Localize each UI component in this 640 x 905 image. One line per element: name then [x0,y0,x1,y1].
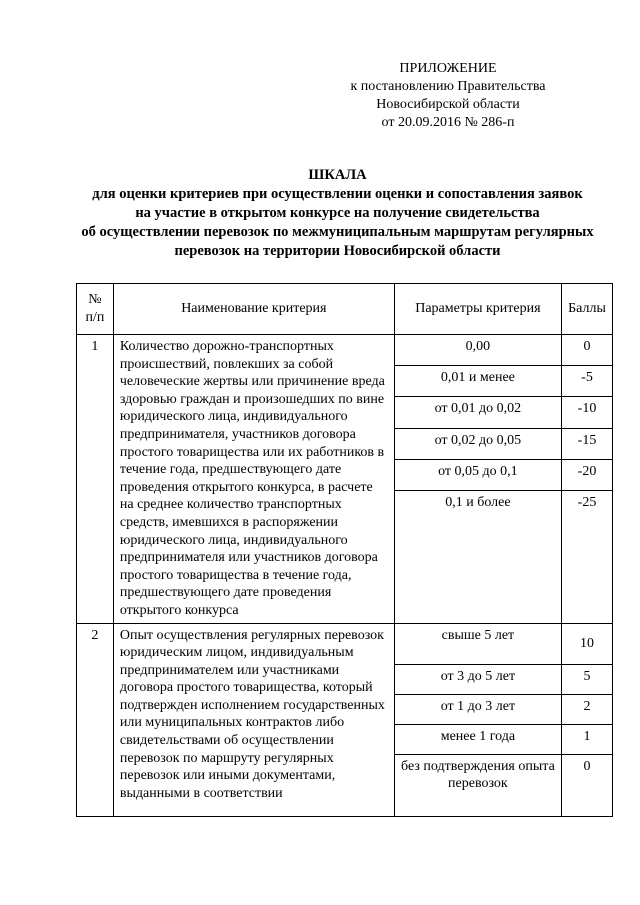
score-cell: -20 [561,459,612,490]
param-cell: 0,00 [394,335,561,366]
score-cell: 0 [561,754,612,816]
appendix-region: Новосибирской области [376,97,520,112]
score-cell: -10 [561,397,612,428]
score-cell: 1 [561,724,612,754]
heading-line: на участие в открытом конкурсе на получение свидетельства [135,205,540,221]
score-cell: -5 [561,366,612,397]
param-cell: от 0,02 до 0,05 [394,428,561,459]
param-cell: 0,1 и более [394,491,561,623]
score-cell: 10 [561,623,612,664]
appendix-title: ПРИЛОЖЕНИЕ [399,61,497,76]
param-cell: без подтверждения опыта перевозок [394,754,561,816]
score-cell: -15 [561,428,612,459]
score-cell: 0 [561,335,612,366]
criterion-text: Количество дорожно-транспортных происшествий, повлекших за собой человеческие жертвы или причинение вреда здоровью граждан и произошедших по вине юридического лица, индивидуального предпринимателя, участников договора простого товарищества или их работников в течение года, предшествующего дате проведения открытого конкурса, в расчете на среднее количество транспортных средств, имевшихся в распоряжении юридического лица, индивидуального предпринимателя или участников договора простого товарищества в течение года, предшествующего дате проведения открытого конкурса [113,335,394,624]
param-cell: 0,01 и менее [394,366,561,397]
table-row [77,335,613,366]
score-cell: 5 [561,664,612,694]
table-header-row [77,284,613,335]
header-params: Параметры критерия [394,284,561,335]
row-number: 2 [77,623,114,816]
param-cell: от 1 до 3 лет [394,694,561,724]
heading-line: перевозок на территории Новосибирской области [174,243,501,259]
param-cell: от 0,01 до 0,02 [394,397,561,428]
appendix-block [318,60,578,132]
appendix-resolution: к постановлению Правительства [350,79,546,94]
table-row [77,623,613,664]
row-number: 1 [77,335,114,624]
header-name: Наименование критерия [113,284,394,335]
param-cell: от 0,05 до 0,1 [394,459,561,490]
header-num: № п/п [77,284,114,335]
header-score: Баллы [561,284,612,335]
score-cell: -25 [561,491,612,623]
heading-line: для оценки критериев при осуществлении оценки и сопоставления заявок [92,186,583,202]
document-heading [60,166,615,261]
criterion-text: Опыт осуществления регулярных перевозок юридическим лицом, индивидуальным предпринимателем или участниками договора простого товарищества, который подтвержден исполнением государственных или муниципальных контрактов либо свидетельствами об осуществлении перевозок по маршруту регулярных перевозок или иными документами, выданными в соответствии [113,623,394,816]
param-cell: свыше 5 лет [394,623,561,664]
score-cell: 2 [561,694,612,724]
appendix-date: от 20.09.2016 № 286-п [381,115,515,130]
param-cell: от 3 до 5 лет [394,664,561,694]
criteria-table [76,283,613,817]
heading-line: об осуществлении перевозок по межмуниципальным маршрутам регулярных [81,224,594,240]
param-cell: менее 1 года [394,724,561,754]
heading-title: ШКАЛА [308,167,367,183]
